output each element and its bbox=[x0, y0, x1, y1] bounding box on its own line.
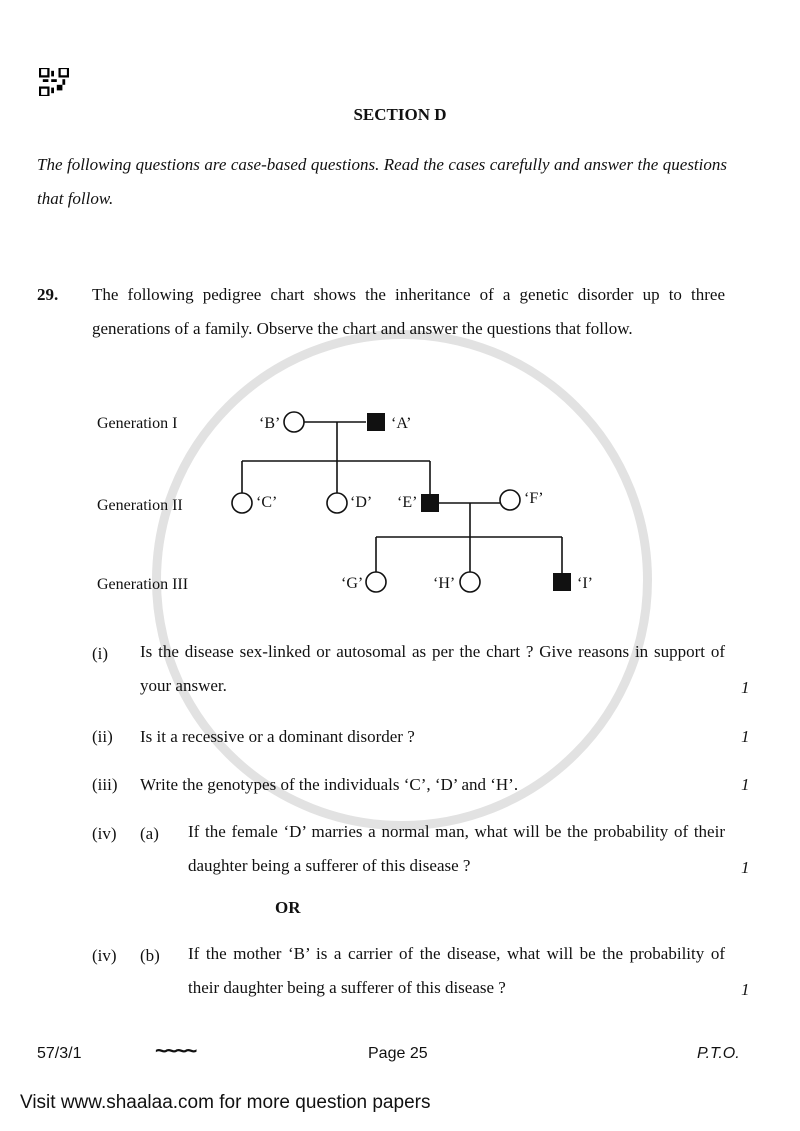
subquestion-number: (ii) bbox=[92, 727, 113, 746]
subquestion-text: Write the genotypes of the individuals ‘C’, ‘D’ and ‘H’. bbox=[140, 775, 519, 794]
question-text: The following pedigree chart shows the inheritance of a genetic disorder up to three generations of a family. Observe the chart and answer the questions that follow. bbox=[92, 285, 725, 338]
male-affected-A bbox=[367, 413, 385, 431]
female-normal-H bbox=[460, 572, 480, 592]
individual-label: ‘E’ bbox=[397, 494, 418, 511]
subquestion-number: (i) bbox=[92, 644, 109, 663]
question-number: 29. bbox=[37, 285, 59, 304]
subquestion-text: Is the disease sex-linked or autosomal as per the chart ? Give reasons in support of your answer. bbox=[140, 642, 725, 695]
marks: 1 bbox=[741, 678, 750, 697]
subquestion-option: (a) bbox=[140, 824, 159, 843]
marks: 1 bbox=[741, 858, 750, 877]
female-normal-G bbox=[366, 572, 386, 592]
male-affected-I bbox=[553, 573, 571, 591]
subquestion-iv-b bbox=[92, 944, 752, 999]
individual-label: ‘F’ bbox=[524, 490, 544, 507]
section-instructions: The following questions are case-based questions. Read the cases carefully and answer the questions that follow. bbox=[37, 155, 727, 208]
generation-label: Generation III bbox=[97, 576, 189, 593]
page-number: Page 25 bbox=[368, 1045, 428, 1062]
generation-label: Generation I bbox=[97, 415, 178, 432]
or-separator: OR bbox=[275, 898, 301, 917]
subquestion-text: If the female ‘D’ marries a normal man, what will be the probability of their daughter being a sufferer of this disease ? bbox=[188, 822, 725, 875]
section-title: SECTION D bbox=[353, 105, 447, 124]
individual-label: ‘B’ bbox=[259, 415, 281, 432]
marks: 1 bbox=[741, 980, 750, 999]
female-normal-F bbox=[500, 490, 520, 510]
marks: 1 bbox=[741, 727, 750, 746]
individual-label: ‘D’ bbox=[350, 494, 373, 511]
pto-label: P.T.O. bbox=[697, 1045, 740, 1062]
male-affected-E bbox=[421, 494, 439, 512]
visit-link-text[interactable]: Visit www.shaalaa.com for more question papers bbox=[20, 1092, 431, 1113]
subquestion-iii bbox=[92, 775, 752, 794]
female-normal-C bbox=[232, 493, 252, 513]
individual-label: ‘H’ bbox=[433, 575, 456, 592]
squiggle-mark: ~~~~ bbox=[155, 1038, 195, 1063]
female-normal-D bbox=[327, 493, 347, 513]
individual-label: ‘G’ bbox=[341, 575, 364, 592]
individual-label: ‘A’ bbox=[391, 415, 412, 432]
subquestion-ii bbox=[92, 727, 752, 746]
subquestion-iv-a bbox=[92, 822, 752, 877]
generation-label: Generation II bbox=[97, 497, 183, 514]
female-normal-B bbox=[284, 412, 304, 432]
marks: 1 bbox=[741, 775, 750, 794]
subquestion-number: (iii) bbox=[92, 775, 118, 794]
subquestion-i bbox=[92, 642, 752, 697]
paper-code: 57/3/1 bbox=[37, 1045, 82, 1062]
subquestion-option: (b) bbox=[140, 946, 160, 965]
subquestion-number: (iv) bbox=[92, 824, 117, 843]
subquestion-text: Is it a recessive or a dominant disorder ? bbox=[140, 727, 415, 746]
individual-label: ‘C’ bbox=[256, 494, 278, 511]
individual-label: ‘I’ bbox=[577, 575, 593, 592]
subquestion-number: (iv) bbox=[92, 946, 117, 965]
subquestion-text: If the mother ‘B’ is a carrier of the disease, what will be the probability of their daughter being a sufferer of this disease ? bbox=[188, 944, 725, 997]
